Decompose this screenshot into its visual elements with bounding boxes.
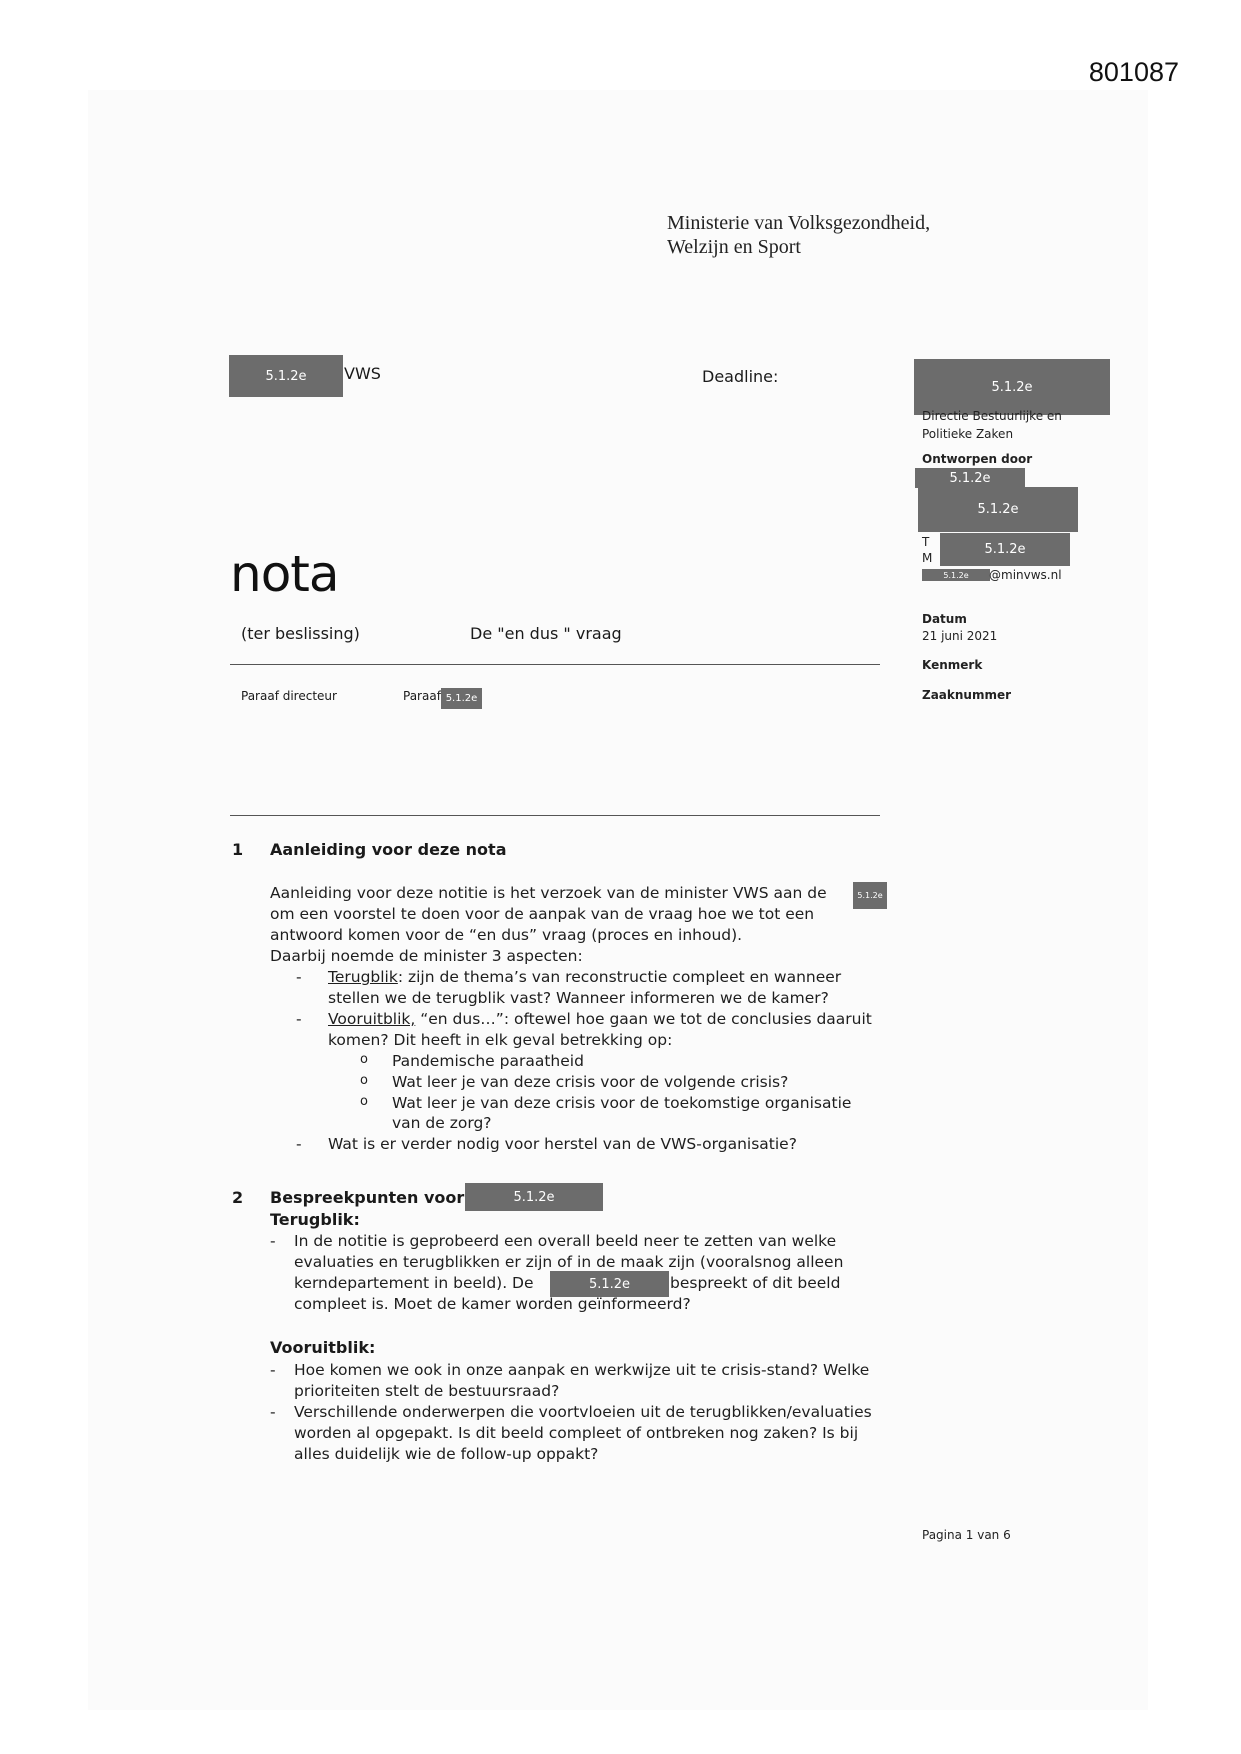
s2-t-dash: - — [270, 1232, 276, 1250]
paraaf-directeur: Paraaf directeur — [241, 689, 337, 703]
s2-t1-line-4: compleet is. Moet de kamer worden geïnformeerd? — [294, 1295, 691, 1313]
s1-bullet-2-rest: “en dus…”: oftewel hoe gaan we tot de conclusies daaruit — [415, 1010, 872, 1028]
vooruitblik-heading: Vooruitblik: — [270, 1338, 376, 1357]
sidebar-datum-value: 21 juni 2021 — [922, 629, 998, 643]
sidebar-datum-label: Datum — [922, 612, 967, 626]
section-1-title: Aanleiding voor deze nota — [270, 840, 507, 859]
redaction-s1-recipient: 5.1.2e — [853, 882, 887, 909]
ministry-line-2: Welzijn en Sport — [667, 236, 801, 258]
s1-line-1: Aanleiding voor deze notitie is het verzoek van de minister VWS aan de — [270, 884, 827, 902]
divider-top — [230, 664, 880, 665]
s1-bullet-1-label: Terugblik — [328, 968, 398, 986]
s2-v2-line-3: alles duidelijk wie de follow-up oppakt? — [294, 1445, 599, 1463]
sidebar-directie-line-2: Politieke Zaken — [922, 427, 1014, 441]
paraaf-other: Paraaf — [403, 689, 441, 703]
s1-dash-3: - — [296, 1135, 302, 1153]
s2-t1-line-3b: bespreekt of dit beeld — [670, 1274, 841, 1292]
recipient-suffix: VWS — [344, 364, 381, 383]
s1-dash-1: - — [296, 968, 302, 986]
redaction-s2-body: 5.1.2e — [550, 1271, 669, 1297]
s1-circle-2: o — [360, 1073, 368, 1088]
deadline-label: Deadline: — [702, 367, 779, 386]
s1-sub-2: Wat leer je van deze crisis voor de volgende crisis? — [392, 1073, 789, 1091]
sidebar-kenmerk-label: Kenmerk — [922, 658, 983, 672]
redaction-s2-title: 5.1.2e — [465, 1183, 603, 1211]
terugblik-heading: Terugblik: — [270, 1210, 360, 1229]
redaction-author: 5.1.2e — [915, 468, 1025, 488]
s1-bullet-2-label: Vooruitblik, — [328, 1010, 416, 1028]
section-2-title: Bespreekpunten voor — [270, 1188, 465, 1207]
s1-line-4: Daarbij noemde de minister 3 aspecten: — [270, 947, 583, 965]
sidebar-email-suffix: @minvws.nl — [989, 568, 1062, 582]
s2-v1-line-1: Hoe komen we ook in onze aanpak en werkwijze uit te crisis-stand? Welke — [294, 1361, 870, 1379]
s2-v1-dash: - — [270, 1361, 276, 1379]
ministry-line-1: Ministerie van Volksgezondheid, — [667, 212, 931, 234]
s1-sub-3: Wat leer je van deze crisis voor de toekomstige organisatie — [392, 1094, 852, 1112]
sidebar-zaaknummer-label: Zaaknummer — [922, 688, 1012, 702]
s1-bullet-3: Wat is er verder nodig voor herstel van de VWS-organisatie? — [328, 1135, 797, 1153]
s1-bullet-2 — [328, 1010, 872, 1028]
s1-bullet-1 — [328, 968, 841, 986]
sidebar-t-label: T — [922, 535, 930, 549]
nota-subject: De "en dus " vraag — [470, 624, 622, 643]
section-2-number: 2 — [232, 1188, 244, 1207]
s1-sub-3-cont: van de zorg? — [392, 1114, 492, 1132]
redaction-sidebar-top: 5.1.2e — [914, 359, 1110, 415]
s2-v2-line-1: Verschillende onderwerpen die voortvloeien uit de terugblikken/evaluaties — [294, 1403, 872, 1421]
nota-type: (ter beslissing) — [241, 624, 360, 643]
redaction-author-detail: 5.1.2e — [918, 487, 1078, 532]
s2-v2-dash: - — [270, 1403, 276, 1421]
s2-t1-line-2: evaluaties en terugblikken er zijn of in de maak zijn (vooralsnog alleen — [294, 1253, 844, 1271]
s1-bullet-2-cont: komen? Dit heeft in elk geval betrekking op: — [328, 1031, 673, 1049]
section-1-number: 1 — [232, 840, 244, 859]
s1-bullet-1-rest: : zijn de thema’s van reconstructie compleet en wanneer — [397, 968, 842, 986]
sidebar-m-label: M — [922, 551, 933, 565]
redaction-paraaf: 5.1.2e — [441, 688, 482, 709]
s1-line-3: antwoord komen voor de “en dus” vraag (proces en inhoud). — [270, 926, 743, 944]
s1-sub-1: Pandemische paraatheid — [392, 1052, 584, 1070]
sidebar-directie-line-1: Directie Bestuurlijke en — [922, 409, 1062, 423]
redaction-recipient: 5.1.2e — [229, 355, 343, 397]
s1-circle-1: o — [360, 1052, 368, 1067]
document-number: 801087 — [1088, 57, 1179, 87]
sidebar-ontworpen-door: Ontworpen door — [922, 452, 1033, 466]
ministry-logo-text — [667, 211, 930, 259]
divider-bottom — [230, 815, 880, 816]
s2-v2-line-2: worden al opgepakt. Is dit beeld compleet of ontbreken nog zaken? Is bij — [294, 1424, 859, 1442]
s1-dash-2: - — [296, 1010, 302, 1028]
s2-t1-line-1: In de notitie is geprobeerd een overall beeld neer te zetten van welke — [294, 1232, 837, 1250]
page-footer: Pagina 1 van 6 — [922, 1528, 1011, 1542]
s1-circle-3: o — [360, 1094, 368, 1109]
redaction-email: 5.1.2e — [922, 569, 990, 581]
redaction-phone: 5.1.2e — [940, 533, 1070, 566]
s1-line-2: om een voorstel te doen voor de aanpak van de vraag hoe we tot een — [270, 905, 815, 923]
s2-v1-line-2: prioriteiten stelt de bestuursraad? — [294, 1382, 560, 1400]
nota-title: nota — [230, 545, 339, 603]
s2-t1-line-3a: kerndepartement in beeld). De — [294, 1274, 534, 1292]
s1-bullet-1-cont: stellen we de terugblik vast? Wanneer informeren we de kamer? — [328, 989, 829, 1007]
